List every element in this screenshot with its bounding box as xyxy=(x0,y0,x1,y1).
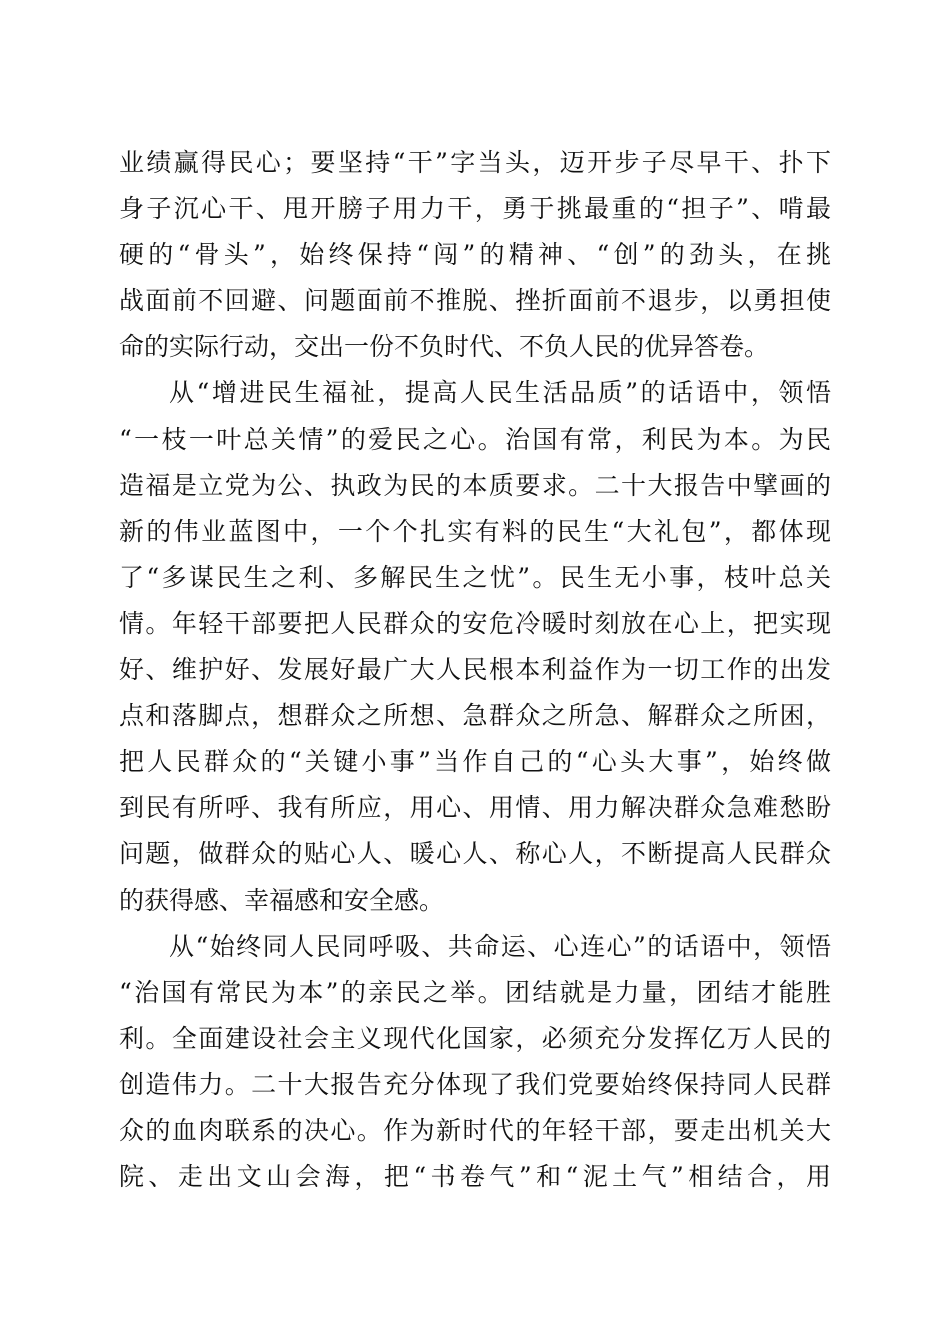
paragraph-line: 利。全面建设社会主义现代化国家，必须充分发挥亿万人民的 xyxy=(119,1023,831,1053)
paragraph-line: 了“多谋民生之利、多解民生之忧”。民生无小事，枝叶总关 xyxy=(119,562,831,592)
paragraph-line: “治国有常民为本”的亲民之举。团结就是力量，团结才能胜 xyxy=(119,977,831,1007)
paragraph-line: 业绩赢得民心；要坚持“干”字当头，迈开步子尽早干、扑下 xyxy=(119,148,831,177)
paragraph-line: 到民有所呼、我有所应，用心、用情、用力解决群众急难愁盼 xyxy=(119,793,831,823)
paragraph-line: 院、走出文山会海，把“书卷气”和“泥土气”相结合，用 xyxy=(119,1162,831,1192)
paragraph-line: 点和落脚点，想群众之所想、急群众之所急、解群众之所困， xyxy=(119,701,831,731)
paragraph-line: 命的实际行动，交出一份不负时代、不负人民的优异答卷。 xyxy=(119,332,770,362)
paragraph-line: 从“始终同人民同呼吸、共命运、心连心”的话语中，领悟 xyxy=(169,931,831,961)
paragraph-line: 情。年轻干部要把人民群众的安危冷暖时刻放在心上，把实现 xyxy=(119,608,831,638)
paragraph-line: 问题，做群众的贴心人、暖心人、称心人，不断提高人民群众 xyxy=(119,839,831,869)
paragraph-line: “一枝一叶总关情”的爱民之心。治国有常，利民为本。为民 xyxy=(119,424,831,454)
paragraph-line: 众的血肉联系的决心。作为新时代的年轻干部，要走出机关大 xyxy=(119,1115,831,1145)
paragraph-line: 新的伟业蓝图中，一个个扎实有料的民生“大礼包”，都体现 xyxy=(119,516,831,546)
paragraph-line: 造福是立党为公、执政为民的本质要求。二十大报告中擘画的 xyxy=(119,470,831,500)
paragraph-line: 硬的“骨头”，始终保持“闯”的精神、“创”的劲头，在挑 xyxy=(119,240,831,270)
paragraph-line: 把人民群众的“关键小事”当作自己的“心头大事”，始终做 xyxy=(119,747,831,777)
paragraph-line: 身子沉心干、甩开膀子用力干，勇于挑最重的“担子”、啃最 xyxy=(119,194,831,224)
paragraph-line: 的获得感、幸福感和安全感。 xyxy=(119,885,445,915)
paragraph-line: 战面前不回避、问题面前不推脱、挫折面前不退步，以勇担使 xyxy=(119,286,831,316)
paragraph-line: 好、维护好、发展好最广大人民根本利益作为一切工作的出发 xyxy=(119,655,831,685)
paragraph-line: 从“增进民生福祉，提高人民生活品质”的话语中，领悟 xyxy=(169,378,831,408)
paragraph-1 xyxy=(119,140,831,370)
paragraph-2 xyxy=(119,370,831,923)
paragraph-line: 创造伟力。二十大报告充分体现了我们党要始终保持同人民群 xyxy=(119,1069,831,1099)
paragraph-3 xyxy=(119,924,831,1201)
document-page xyxy=(119,140,831,1200)
